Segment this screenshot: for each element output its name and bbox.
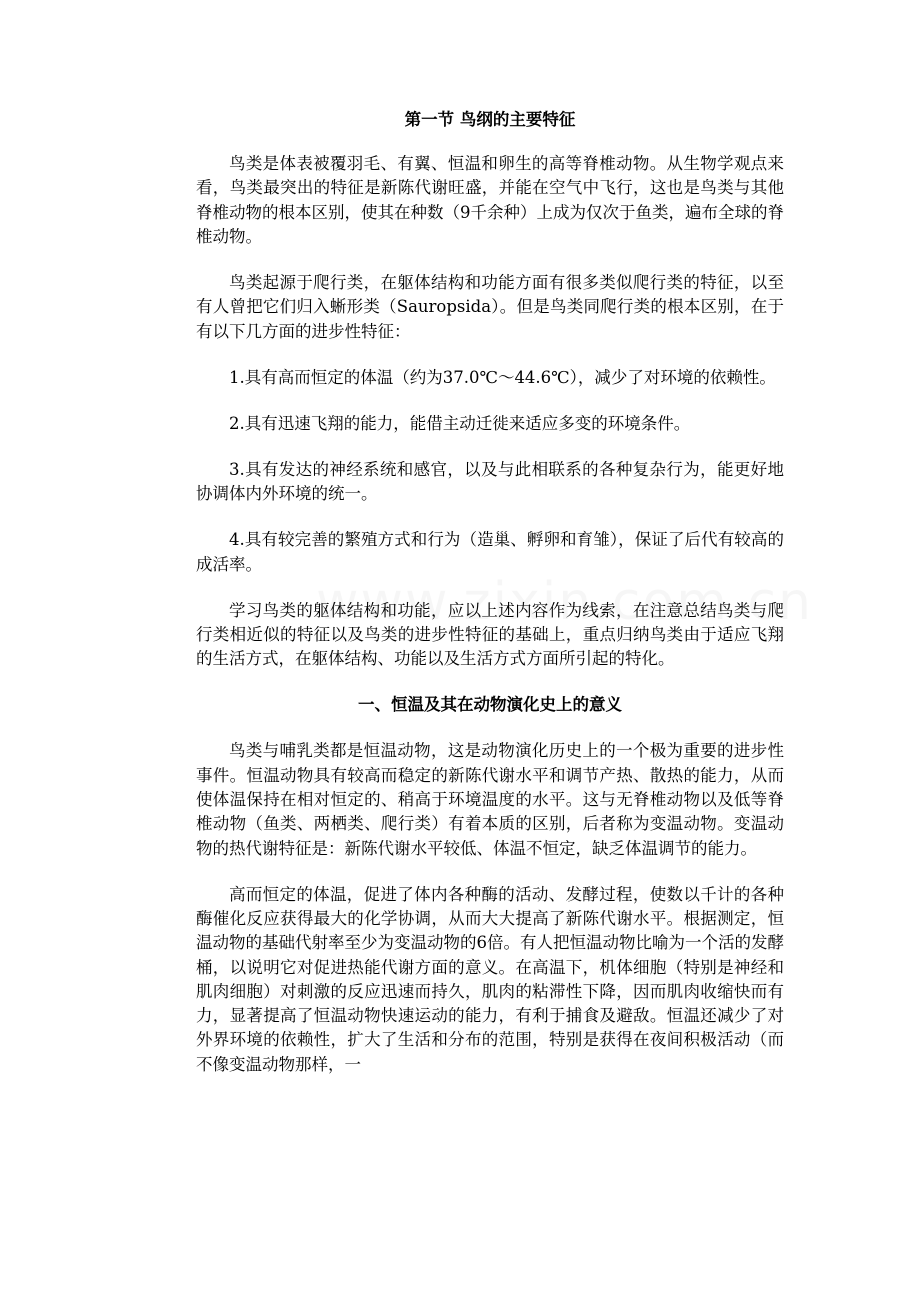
list-item-reproduction: 4.具有较完善的繁殖方式和行为（造巢、孵卵和育雏），保证了后代有较高的成活率。 [196,530,784,574]
list-item-nervous-system: 3.具有发达的神经系统和感官，以及与此相联系的各种复杂行为，能更好地协调体内外环境的统一。 [196,459,784,504]
section-title-endothermy: 一、恒温及其在动物演化史上的意义 [358,695,622,715]
paragraph-endothermy: 鸟类与哺乳类都是恒温动物，这是动物演化历史上的一个极为重要的进步性事件。恒温动物具有较高而稳定的新陈代谢水平和调节产热、散热的能力，从而使体温保持在相对恒定的、稍高于环境温度的水平。这与无脊椎动物以及低等脊椎动物（鱼类、两栖类、爬行类）有着本质的区别，后者称为变温动物。变温动物的热代谢特征是：新陈代谢水平较低、体温不恒定，缺乏体温调节的能力。 [196,741,784,858]
paragraph-origin: 鸟类起源于爬行类，在躯体结构和功能方面有很多类似爬行类的特征，以至有人曾把它们归入蜥形类（Sauropsida）。但是鸟类同爬行类的根本区别，在于有以下几方面的进步性特征： [196,272,784,341]
page-title: 第一节 鸟纲的主要特征 [404,110,576,129]
list-item-flight: 2.具有迅速飞翔的能力，能借主动迁徙来适应多变的环境条件。 [229,413,691,433]
paragraph-study-guide: 学习鸟类的躯体结构和功能，应以上述内容作为线索，在注意总结鸟类与爬行类相近似的特征以及鸟类的进步性特征的基础上，重点归纳鸟类由于适应飞翔的生活方式，在躯体结构、功能以及生活方式方面所引起的特化。 [196,600,784,669]
document-page [196,108,784,1077]
paragraph-intro: 鸟类是体表被覆羽毛、有翼、恒温和卵生的高等脊椎动物。从生物学观点来看，鸟类最突出的特征是新陈代谢旺盛，并能在空气中飞行，这也是鸟类与其他脊椎动物的根本区别，使其在种数（9千余种）上成为仅次于鱼类，遍布全球的脊椎动物。 [196,154,784,246]
paragraph-constant-temperature: 高而恒定的体温，促进了体内各种酶的活动、发酵过程，使数以千计的各种酶催化反应获得最大的化学协调，从而大大提高了新陈代谢水平。根据测定，恒温动物的基础代射率至少为变温动物的6倍。有人把恒温动物比喻为一个活的发酵桶，以说明它对促进热能代谢方面的意义。在高温下，机体细胞（特别是神经和肌肉细胞）对刺激的反应迅速而持久，肌肉的粘滞性下降，因而肌肉收缩快而有力，显著提高了恒温动物快速运动的能力，有利于捕食及避敌。恒温还减少了对外界环境的依赖性，扩大了生活和分布的范围，特别是获得在夜间积极活动（而不像变温动物那样，一 [196,884,784,1074]
list-item-body-temperature: 1.具有高而恒定的体温（约为37.0℃～44.6℃），减少了对环境的依赖性。 [229,367,776,387]
